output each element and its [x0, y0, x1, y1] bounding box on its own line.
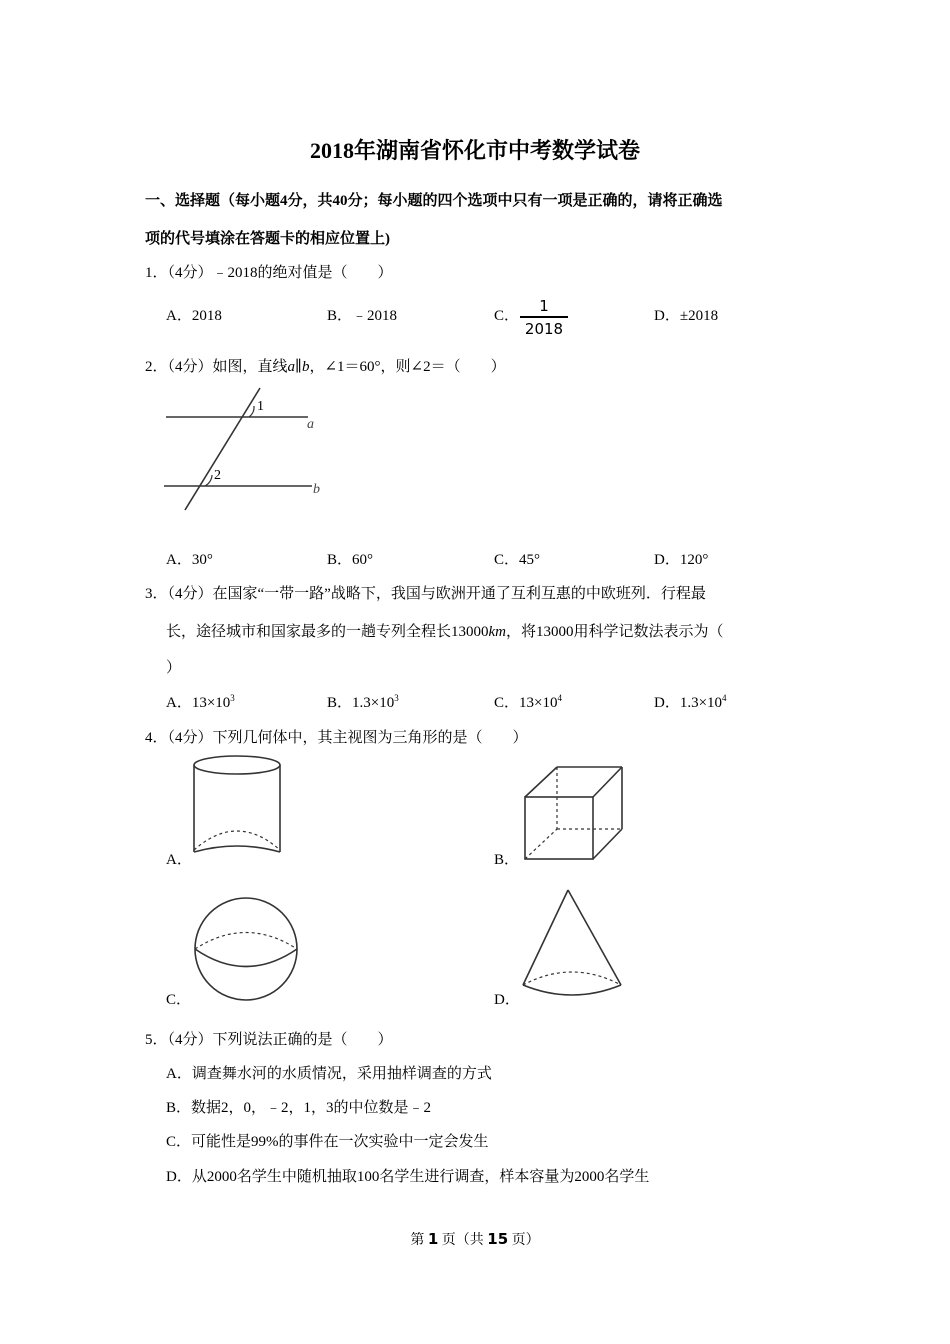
question-5-option-d: D．从2000名学生中随机抽取100名学生进行调查，样本容量为2000名学生 [166, 1169, 650, 1185]
question-1-option-c-fraction [520, 297, 568, 338]
question-2-option-d: D．120° [654, 552, 709, 568]
question-3-option-b [327, 691, 399, 712]
question-5-option-c: C．可能性是99%的事件在一次实验中一定会发生 [166, 1134, 489, 1150]
question-5-stem: 5．（4分）下列说法正确的是（ ） [145, 1032, 393, 1048]
option-text: C．13×10 [494, 695, 558, 711]
stem-text: ，∠1＝60°，则∠2＝（ ） [309, 359, 506, 375]
question-4-option-b-label: B． [494, 852, 520, 868]
angle-1-arc [249, 406, 254, 417]
cylinder-icon [190, 752, 290, 862]
option-text: D．1.3×10 [654, 695, 723, 711]
stem-text: 2．（4分）如图，直线 [145, 359, 288, 375]
question-3-line3: ） [166, 660, 182, 676]
line-b-var: b [301, 359, 310, 375]
option-text: A．13×10 [166, 695, 231, 711]
question-5-option-a: A．调查舞水河的水质情况，采用抽样调查的方式 [166, 1066, 492, 1082]
exponent: 3 [230, 693, 235, 703]
question-5-option-b: B．数据2，0，﹣2，1，3的中位数是﹣2 [166, 1100, 432, 1116]
parallel-lines-figure [150, 380, 340, 520]
question-4-option-c-label: C． [166, 992, 192, 1008]
unit-km: km [488, 624, 507, 640]
line-a-var: a [287, 359, 296, 375]
question-3-line1: 3．（4分）在国家“一带一路”战略下，我国与欧洲开通了互利互惠的中欧班列．行程最 [145, 586, 706, 602]
section-heading-line2: 项的代号填涂在答题卡的相应位置上) [145, 231, 390, 247]
question-3-option-a [166, 691, 235, 712]
question-1-stem: 1．（4分）﹣2018的绝对值是（ ） [145, 265, 393, 281]
stem-text: 长，途径城市和国家最多的一趟专列全程长13000 [166, 624, 489, 640]
current-page-number: 1 [427, 1230, 439, 1248]
question-2-option-a: A．30° [166, 552, 213, 568]
fraction-denominator: 2018 [524, 319, 564, 338]
question-4-option-d-label: D． [494, 992, 520, 1008]
sphere-icon [190, 896, 300, 1006]
fraction-numerator: 1 [539, 297, 549, 315]
parallel-symbol: ∥ [295, 359, 302, 375]
question-3-line2 [166, 620, 724, 641]
exponent: 4 [722, 693, 727, 703]
question-1-option-b: B．﹣2018 [327, 308, 398, 324]
footer-text: 页（共 [438, 1233, 488, 1248]
question-2-option-b: B．60° [327, 552, 374, 568]
transversal-line [185, 388, 260, 510]
fraction-bar [520, 316, 568, 318]
section-heading-line1: 一、选择题（每小题4分，共40分；每小题的四个选项中只有一项是正确的，请将正确选 [145, 193, 723, 209]
cube-icon [520, 764, 630, 864]
angle-1-label: 1 [257, 399, 264, 414]
question-2-stem [145, 355, 506, 376]
footer-text: 第 [410, 1233, 428, 1248]
page-footer [0, 1229, 950, 1249]
line-b-label: b [313, 482, 320, 497]
footer-text: 页） [508, 1233, 540, 1248]
question-1-option-d: D．±2018 [654, 308, 719, 324]
page-title: 2018年湖南省怀化市中考数学试卷 [309, 138, 640, 163]
question-4-stem: 4．（4分）下列几何体中，其主视图为三角形的是（ ） [145, 730, 528, 746]
question-2-option-c: C．45° [494, 552, 541, 568]
total-page-count: 15 [487, 1230, 509, 1248]
exponent: 3 [394, 693, 399, 703]
question-3-option-c [494, 691, 562, 712]
angle-2-label: 2 [214, 468, 221, 483]
exponent: 4 [557, 693, 562, 703]
cone-icon [520, 887, 630, 1002]
stem-text: ，将13000用科学记数法表示为（ [506, 624, 724, 640]
question-3-option-d [654, 691, 727, 712]
line-a-label: a [307, 417, 314, 432]
question-4-option-a-label: A． [166, 852, 192, 868]
question-1-option-c-label: C． [494, 308, 520, 324]
question-1-option-a: A．2018 [166, 308, 222, 324]
option-text: B．1.3×10 [327, 695, 395, 711]
